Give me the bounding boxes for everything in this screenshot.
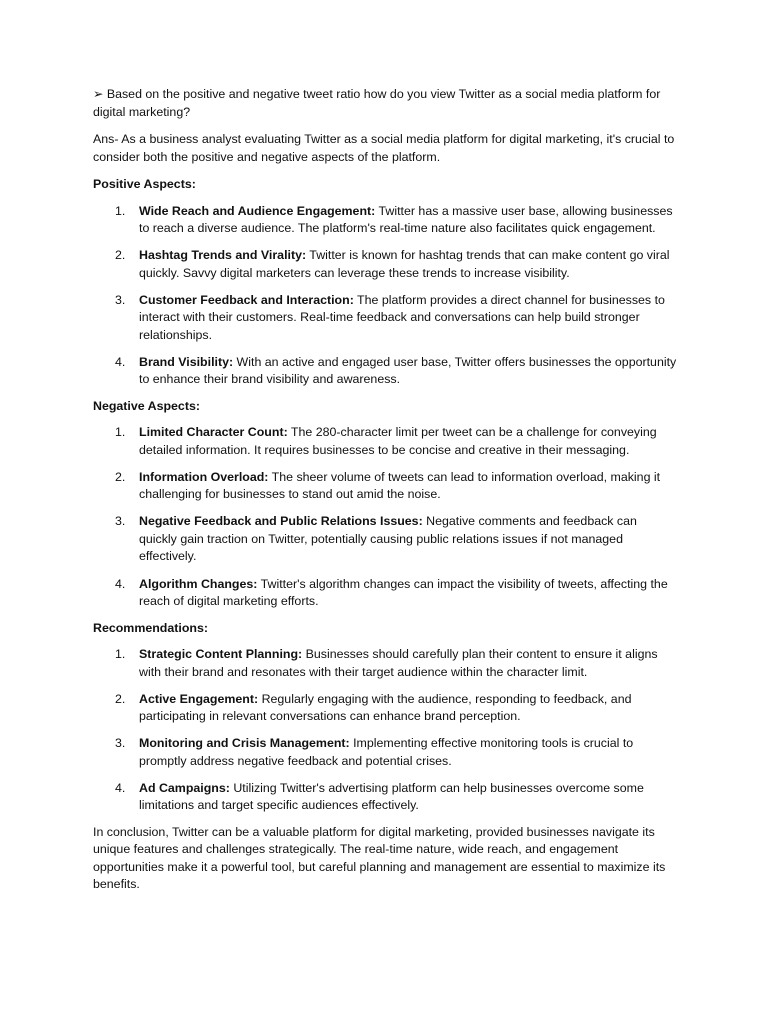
list-text: The platform provides a direct channel for businesses to interact with their customers. Real-time feedback and conversations can help build stronger relationships. — [139, 292, 665, 342]
list-number: 4. — [115, 354, 126, 369]
list-text: The sheer volume of tweets can lead to information overload, making it challenging for businesses to stand out amid the noise. — [139, 469, 661, 502]
list-item — [93, 203, 678, 238]
list-item — [93, 780, 678, 815]
section-heading-recommendations: Recommendations: — [93, 620, 208, 635]
list-item — [93, 469, 678, 504]
negative-aspects-list — [93, 424, 678, 610]
list-number: 3. — [115, 292, 126, 307]
answer-intro: Ans- As a business analyst evaluating Twitter as a social media platform for digital marketing, it's crucial to consider both the positive and negative aspects of the platform. — [93, 132, 675, 164]
list-term: Limited Character Count: — [139, 425, 288, 440]
list-item — [93, 424, 678, 459]
list-term: Active Engagement: — [139, 691, 259, 706]
document-page — [93, 86, 678, 894]
recommendations-list — [93, 646, 678, 815]
list-term: Wide Reach and Audience Engagement: — [139, 203, 376, 218]
section-heading-positive: Positive Aspects: — [93, 177, 196, 191]
list-item — [93, 691, 678, 726]
list-term: Strategic Content Planning: — [139, 647, 303, 662]
list-text: Twitter is known for hashtag trends that can make content go viral quickly. Savvy digital marketers can leverage these trends to increase visibility. — [139, 248, 670, 280]
list-term: Customer Feedback and Interaction: — [139, 292, 354, 307]
list-text: The 280-character limit per tweet can be a challenge for conveying detailed information. It requires businesses to be concise and creative in their messaging. — [139, 425, 657, 457]
list-term: Algorithm Changes: — [139, 576, 258, 591]
list-number: 4. — [115, 780, 126, 795]
list-item — [93, 247, 678, 282]
list-item — [93, 735, 678, 770]
list-text: Twitter's algorithm changes can impact the visibility of tweets, affecting the reach of digital marketing efforts. — [139, 576, 668, 609]
list-text: With an active and engaged user base, Twitter offers businesses the opportunity to enhance their brand visibility and awareness. — [139, 354, 677, 387]
list-item — [93, 513, 678, 566]
list-text: Utilizing Twitter's advertising platform can help businesses overcome some limitations and target specific audiences effectively. — [139, 780, 644, 813]
list-number: 4. — [115, 576, 126, 591]
list-text: Implementing effective monitoring tools is crucial to promptly address negative feedback and potential crises. — [139, 736, 634, 768]
section-heading-negative: Negative Aspects: — [93, 398, 200, 413]
list-item — [93, 576, 678, 611]
list-term: Hashtag Trends and Virality: — [139, 248, 307, 263]
list-term: Monitoring and Crisis Management: — [139, 736, 350, 751]
list-number: 2. — [115, 469, 126, 484]
list-item — [93, 292, 678, 345]
list-term: Brand Visibility: — [139, 354, 234, 369]
list-item — [93, 354, 678, 389]
list-text: Businesses should carefully plan their content to ensure it aligns with their brand and resonates with their target audience within the character limit. — [139, 647, 658, 679]
list-number: 1. — [115, 203, 126, 218]
list-term: Information Overload: — [139, 469, 269, 484]
list-number: 1. — [115, 647, 126, 662]
list-number: 2. — [115, 691, 126, 706]
list-number: 3. — [115, 514, 126, 529]
list-number: 1. — [115, 425, 126, 440]
list-text: Twitter has a massive user base, allowing businesses to reach a diverse audience. The platform's real-time nature also facilitates quick engagement. — [139, 203, 673, 235]
list-text: Regularly engaging with the audience, responding to feedback, and participating in relevant conversations can enhance brand perception. — [139, 691, 632, 724]
list-number: 2. — [115, 248, 126, 263]
positive-aspects-list — [93, 203, 678, 389]
list-text: Negative comments and feedback can quickly gain traction on Twitter, potentially causing public relations issues if not managed effectively. — [139, 514, 637, 564]
question-text: ➢ Based on the positive and negative tweet ratio how do you view Twitter as a social media platform for digital marketing? — [93, 87, 661, 119]
list-term: Negative Feedback and Public Relations Issues: — [139, 514, 423, 529]
list-term: Ad Campaigns: — [139, 780, 230, 795]
conclusion-paragraph: In conclusion, Twitter can be a valuable platform for digital marketing, provided businesses navigate its unique features and challenges strategically. The real-time nature, wide reach, and engagement opportunities make it a powerful tool, but careful planning and management are essential to maximize its benefits. — [93, 824, 666, 892]
list-number: 3. — [115, 736, 126, 751]
list-item — [93, 646, 678, 681]
